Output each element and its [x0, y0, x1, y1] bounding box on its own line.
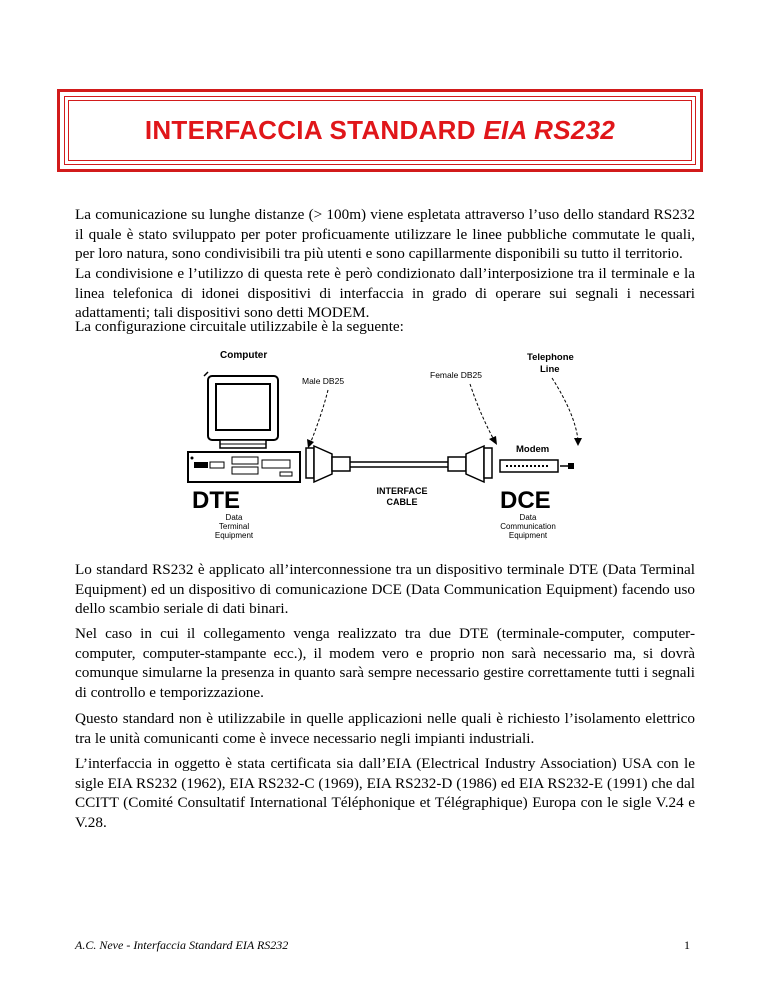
dce-sub1: Data	[519, 513, 537, 522]
line-arrow-head	[574, 438, 582, 446]
computer-label: Computer	[220, 350, 268, 361]
line-label: Line	[540, 364, 560, 375]
dte-sub2: Terminal	[218, 522, 250, 531]
male-arrow	[310, 390, 328, 444]
female-db25-label: Female DB25	[430, 370, 482, 380]
paragraph-intro-a: La comunicazione su lunghe distanze (> 100m) viene espletata attraverso l’uso dello standard RS232 il quale è stato sviluppato per poter proficuamente utilizzare le linee pubbliche commutate le quali, per loro natura, sono condivisibili tra più utenti e sono capillarmente disponibili su tutto il territorio.	[75, 206, 695, 263]
telephone-label: Telephone	[527, 352, 574, 363]
dce-label: DCE	[500, 487, 551, 514]
dte-sub1: Data	[225, 513, 243, 522]
title-italic: EIA RS232	[483, 115, 616, 145]
footer-title: A.C. Neve - Interfaccia Standard EIA RS232	[75, 938, 289, 952]
male-arrow-head	[307, 439, 314, 448]
male-connector	[306, 446, 350, 482]
computer-monitor	[204, 372, 278, 448]
paragraph-dte-link: Nel caso in cui il collegamento venga realizzato tra due DTE (terminale-computer, computer-computer, computer-stampante ecc.), il modem vero e proprio non sarà necessario ma, si dovrà comunque simularne la presenza in quanto sarà sempre necessario gestire correttamente tutti i segnali di controllo e temporizzazione.	[75, 625, 695, 701]
paragraph-certification: L’interfaccia in oggetto è stata certificata sia dall’EIA (Electrical Industry Association) USA con le sigle EIA RS232 (1962), EIA RS232-C (1969), EIA RS232-D (1986) ed EIA RS232-E (1991) che dal CCITT (Comité Consultatif International Téléphonique et Télégraphique) Europa con le sigle V.24 e V.28.	[75, 755, 695, 831]
paragraph-config: La configurazione circuitale utilizzabile è la seguente:	[75, 318, 404, 335]
paragraph-dte-dce: Lo standard RS232 è applicato all’interconnessione tra un dispositivo terminale DTE (Data Terminal Equipment) ed un dispositivo di comunicazione DCE (Data Communication Equipment) facendo uso dello scambio seriale di dati binari.	[75, 561, 695, 618]
dte-label: DTE	[192, 487, 240, 514]
female-arrow-head	[489, 436, 497, 445]
dte-sub3: Equipment	[214, 531, 254, 540]
female-arrow	[470, 384, 494, 440]
paragraph-isolation: Questo standard non è utilizzabile in quelle applicazioni nelle quali è richiesto l’isolamento elettrico tra le unità comunicanti come è invece necessario negli impianti industriali.	[75, 710, 695, 747]
dce-sub2: Communication	[500, 522, 556, 531]
modem-label: Modem	[516, 444, 550, 455]
cable-label-2: CABLE	[386, 497, 418, 507]
line-arrow	[552, 378, 578, 440]
modem-device	[500, 460, 574, 472]
page-title	[60, 115, 700, 146]
female-connector	[448, 446, 492, 482]
title-frame	[57, 89, 703, 172]
paragraph-intro-b: La condivisione e l’utilizzo di questa rete è però condizionato dall’interposizione tra il terminale e la linea telefonica di idonei dispositivi di interfaccia in grado di operare sui segnali i necessari adattamenti; tali dispositivi sono detti MODEM.	[75, 265, 695, 322]
interface-cable	[350, 462, 448, 467]
title-main: INTERFACCIA STANDARD	[144, 115, 484, 145]
page-number: 1	[684, 938, 690, 952]
cable-label-1: INTERFACE	[376, 486, 428, 496]
male-db25-label: Male DB25	[302, 376, 345, 386]
rs232-diagram	[180, 344, 600, 540]
dce-sub3: Equipment	[508, 531, 548, 540]
computer-case	[188, 452, 300, 482]
